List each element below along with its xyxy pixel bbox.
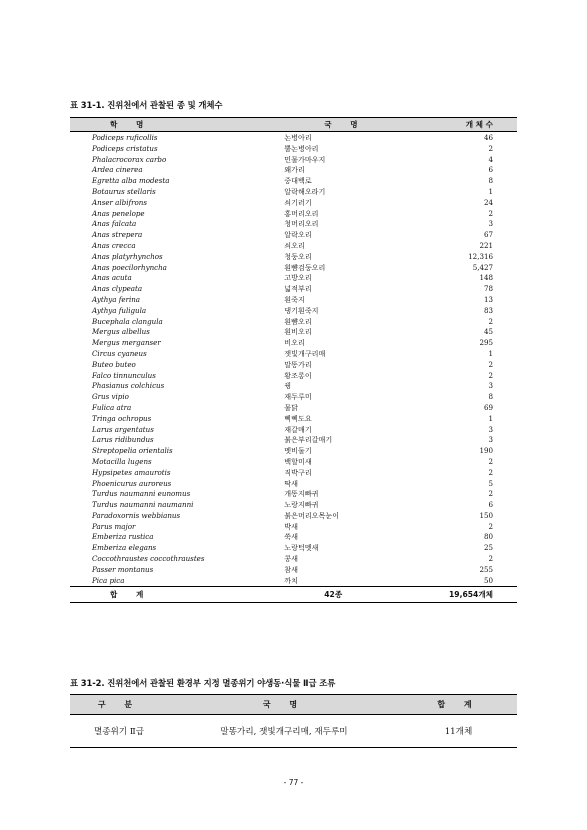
scientific-name-cell: Anas penelope	[92, 208, 145, 218]
scientific-name-cell: Motacilla lugens	[92, 456, 152, 466]
scientific-name-cell: Tringa ochropus	[92, 413, 152, 423]
korean-name-cell: 콩새	[284, 554, 298, 564]
count-cell: 1	[488, 413, 493, 423]
count-cell: 190	[479, 446, 493, 456]
count-cell: 12,316	[468, 251, 493, 261]
table1-caption: 표 31-1. 진위천에서 관찰된 종 및 개체수	[70, 100, 223, 110]
table-row	[70, 338, 517, 349]
korean-name-cell: 넓적부리	[284, 284, 312, 294]
korean-name-cell: 멧비둘기	[284, 446, 312, 456]
scientific-name-cell: Turdus naumanni eunomus	[92, 489, 191, 499]
korean-name-cell: 흰비오리	[284, 327, 312, 337]
header-scientific-name: 학 명	[70, 118, 284, 132]
table-row	[70, 360, 517, 371]
count-cell: 3	[488, 424, 493, 434]
table-row	[70, 403, 517, 414]
table-row	[70, 392, 517, 403]
scientific-name-cell: Botaurus stellaris	[92, 186, 156, 196]
header-count: 개 체 수	[449, 118, 517, 132]
korean-name-cell: 박새	[284, 521, 298, 531]
table1-header-row	[70, 118, 517, 132]
korean-name-cell: 노랑턱멧새	[284, 543, 319, 553]
count-cell: 8	[488, 392, 493, 402]
scientific-name-cell: Turdus naumanni naumanni	[92, 500, 194, 510]
count-cell: 69	[483, 402, 493, 412]
table-row	[70, 306, 517, 317]
count-cell: 8	[488, 176, 493, 186]
korean-name-cell: 쑥새	[284, 532, 298, 542]
count-cell: 2	[488, 316, 493, 326]
table-row	[70, 543, 517, 554]
table-row	[70, 252, 517, 263]
count-cell: 255	[479, 564, 493, 574]
table-row	[70, 446, 517, 457]
count-cell: 83	[483, 305, 493, 315]
scientific-name-cell: Coccothraustes coccothraustes	[92, 554, 205, 564]
total-species: 42종	[284, 587, 449, 603]
table-row	[70, 209, 517, 220]
scientific-name-cell: Larus argentatus	[92, 424, 154, 434]
table-row	[70, 500, 517, 511]
scientific-name-cell: Circus cyaneus	[92, 348, 147, 358]
count-cell: 46	[483, 133, 493, 142]
korean-name-cell: 민물가마우지	[284, 154, 326, 164]
korean-name-cell: 까치	[284, 575, 298, 585]
table-row	[70, 284, 517, 295]
count-cell: 2	[488, 359, 493, 369]
table-row	[70, 468, 517, 479]
scientific-name-cell: Mergus merganser	[92, 338, 161, 348]
korean-name-cell: 재갈매기	[284, 424, 312, 434]
scientific-name-cell: Streptopelia orientalis	[92, 446, 173, 456]
scientific-name-cell: Ardea cinerea	[92, 165, 143, 175]
scientific-name-cell: Emberiza elegans	[92, 543, 157, 553]
korean-name-cell: 직박구리	[284, 467, 312, 477]
total-individuals: 19,654개체	[449, 587, 517, 603]
korean-name-cell: 고방오리	[284, 273, 312, 283]
count-cell: 3	[488, 435, 493, 445]
korean-name-cell: 꿩	[284, 381, 292, 391]
table-row	[70, 381, 517, 392]
scientific-name-cell: Pica pica	[92, 575, 125, 585]
korean-name-cell: 흰뺨검둥오리	[284, 262, 326, 272]
count-cell: 2	[488, 143, 493, 153]
table-row	[70, 565, 517, 576]
korean-name-cell: 흰뺨오리	[284, 316, 312, 326]
table-row	[70, 144, 517, 155]
korean-name-cell: 쇠기러기	[284, 197, 312, 207]
count-cell: 80	[483, 532, 493, 542]
header-korean-name: 국 명	[284, 118, 449, 132]
korean-name-cell: 알락해오라기	[284, 186, 326, 196]
korean-name-cell: 쇠오리	[284, 240, 305, 250]
count-cell: 2	[488, 456, 493, 466]
count-cell: 2	[488, 521, 493, 531]
count-cell: 6	[488, 500, 493, 510]
table-row	[70, 187, 517, 198]
scientific-name-cell: Grus vipio	[92, 392, 129, 402]
scientific-name-cell: Passer montanus	[92, 564, 154, 574]
count-cell: 2	[488, 554, 493, 564]
scientific-name-cell: Aythya fuligula	[92, 305, 147, 315]
page-number: - 77 -	[283, 778, 304, 787]
count-cell: 45	[483, 327, 493, 337]
scientific-name-cell: Parus major	[92, 521, 136, 531]
table-row	[70, 522, 517, 533]
korean-name-cell: 댕기흰죽지	[284, 305, 319, 315]
count-cell: 78	[483, 284, 493, 294]
species-count-table	[70, 117, 517, 603]
scientific-name-cell: Anas poecilorhyncha	[92, 262, 167, 272]
count-cell: 221	[479, 240, 493, 250]
table-row	[70, 155, 517, 166]
count-cell: 1	[488, 186, 493, 196]
table-row	[70, 576, 517, 587]
table-row	[70, 349, 517, 360]
count-cell: 2	[488, 370, 493, 380]
scientific-name-cell: Buteo buteo	[92, 359, 136, 369]
count-cell: 148	[479, 273, 493, 283]
table-row	[70, 132, 517, 144]
korean-name-cell: 붉은부리갈매기	[284, 435, 333, 445]
table-row	[70, 425, 517, 436]
scientific-name-cell: Mergus albellus	[92, 327, 150, 337]
scientific-name-cell: Anser albifrons	[92, 197, 147, 207]
endangered-species-table	[70, 694, 517, 748]
table-row	[70, 317, 517, 328]
korean-name-cell: 재두루미	[284, 392, 312, 402]
korean-name-cell: 알락오리	[284, 230, 312, 240]
header-total: 합 계	[400, 695, 517, 715]
korean-name-cell: 물닭	[284, 402, 298, 412]
scientific-name-cell: Anas platyrhynchos	[92, 251, 163, 261]
scientific-name-cell: Podiceps cristatus	[92, 143, 158, 153]
korean-name-cell: 백할미새	[284, 456, 312, 466]
count-cell: 1	[488, 348, 493, 358]
count-cell: 4	[488, 154, 493, 164]
korean-name-cell: 붉은머리오목눈이	[284, 510, 340, 520]
count-cell: 150	[479, 510, 493, 520]
table-row	[70, 414, 517, 425]
count-cell: 5	[488, 478, 493, 488]
count-cell: 2	[488, 467, 493, 477]
total-cell: 11개체	[400, 715, 517, 748]
korean-name-cell: 황조롱이	[284, 370, 312, 380]
scientific-name-cell: Phasianus colchicus	[92, 381, 165, 391]
table-row	[70, 371, 517, 382]
korean-name-cell: 청머리오리	[284, 219, 319, 229]
korean-name-cell: 비오리	[284, 338, 305, 348]
table-row	[70, 165, 517, 176]
korean-name-cell: 말똥가리	[284, 359, 312, 369]
scientific-name-cell: Anas clypeata	[92, 284, 143, 294]
scientific-name-cell: Phalacrocorax carbo	[92, 154, 167, 164]
header-korean-name: 국 명	[168, 695, 400, 715]
count-cell: 24	[483, 197, 493, 207]
count-cell: 5,427	[472, 262, 493, 272]
korean-name-cell: 논병아리	[284, 133, 312, 142]
count-cell: 2	[488, 208, 493, 218]
korean-name-cell: 딱새	[284, 478, 298, 488]
korean-name-cell: 청둥오리	[284, 251, 312, 261]
korean-name-cell: 중대백로	[284, 176, 312, 186]
scientific-name-cell: Anas acuta	[92, 273, 132, 283]
count-cell: 13	[483, 294, 493, 304]
category-cell: 멸종위기 Ⅱ급	[70, 715, 168, 748]
count-cell: 6	[488, 165, 493, 175]
count-cell: 2	[488, 489, 493, 499]
table-row	[70, 219, 517, 230]
table-row	[70, 457, 517, 468]
table-row	[70, 263, 517, 274]
scientific-name-cell: Fulica atra	[92, 402, 132, 412]
count-cell: 3	[488, 381, 493, 391]
korean-name-cell: 흰죽지	[284, 294, 305, 304]
korean-name-cell: 홍머리오리	[284, 208, 319, 218]
table2-header-row	[70, 695, 517, 715]
scientific-name-cell: Anas strepera	[92, 230, 143, 240]
korean-name-cell: 삑삑도요	[284, 413, 312, 423]
table2-caption: 표 31-2. 진위천에서 관찰된 환경부 지정 멸종위기 야생동·식물 Ⅱ급 조류	[70, 678, 336, 688]
table-row	[70, 479, 517, 490]
table-row	[70, 230, 517, 241]
korean-name-cell: 개똥지빠귀	[284, 489, 319, 499]
scientific-name-cell: Phoenicurus auroreus	[92, 478, 172, 488]
korean-name-cell: 뿔논병아리	[284, 143, 319, 153]
count-cell: 295	[479, 338, 493, 348]
scientific-name-cell: Anas falcata	[92, 219, 137, 229]
table2-row	[70, 715, 517, 748]
table-row	[70, 532, 517, 543]
count-cell: 67	[483, 230, 493, 240]
scientific-name-cell: Emberiza rustica	[92, 532, 154, 542]
scientific-name-cell: Aythya ferina	[92, 294, 141, 304]
scientific-name-cell: Anas crecca	[92, 240, 136, 250]
korean-name-cell: 잿빛개구리매	[284, 348, 326, 358]
header-category: 구 분	[70, 695, 168, 715]
korean-name-cell: 참새	[284, 564, 298, 574]
table-row	[70, 176, 517, 187]
table-row	[70, 554, 517, 565]
scientific-name-cell: Larus ridibundus	[92, 435, 154, 445]
table-row	[70, 327, 517, 338]
total-label: 합 계	[70, 587, 284, 603]
table-row	[70, 435, 517, 446]
scientific-name-cell: Falco tinnunculus	[92, 370, 156, 380]
scientific-name-cell: Hypsipetes amaurotis	[92, 467, 171, 477]
count-cell: 3	[488, 219, 493, 229]
table-row	[70, 511, 517, 522]
species-cell: 말똥가리, 잿빛개구리매, 재두루미	[168, 715, 400, 748]
total-row	[70, 587, 517, 603]
scientific-name-cell: Podiceps ruficollis	[92, 133, 158, 142]
count-cell: 50	[483, 575, 493, 585]
scientific-name-cell: Bucephala clangula	[92, 316, 163, 326]
count-cell: 25	[483, 543, 493, 553]
table-row	[70, 295, 517, 306]
scientific-name-cell: Egretta alba modesta	[92, 176, 170, 186]
korean-name-cell: 왜가리	[284, 165, 305, 175]
table-row	[70, 241, 517, 252]
table-row	[70, 198, 517, 209]
korean-name-cell: 노랑지빠귀	[284, 500, 319, 510]
table-row	[70, 489, 517, 500]
scientific-name-cell: Paradoxornis webbianus	[92, 510, 181, 520]
table-row	[70, 273, 517, 284]
